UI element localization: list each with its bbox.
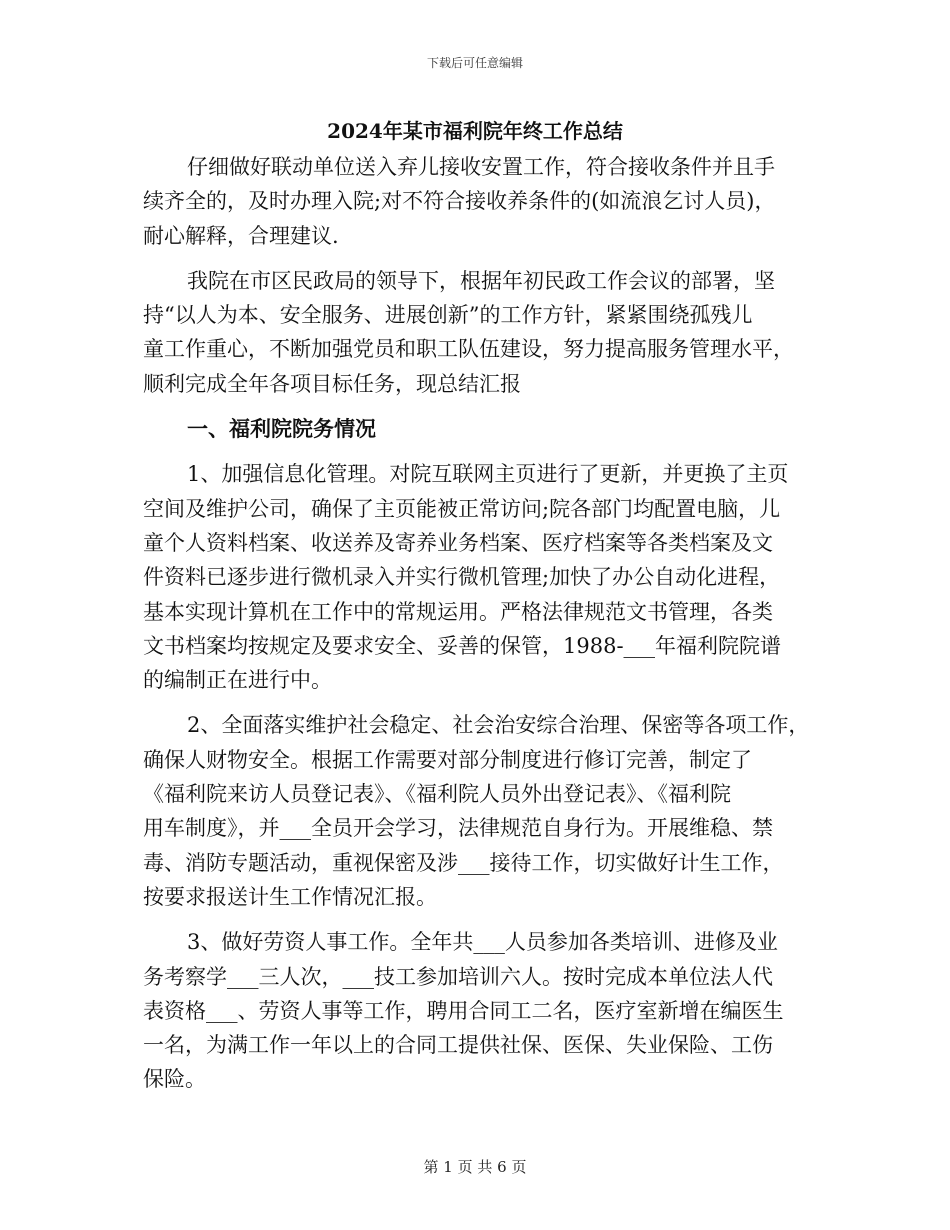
text-line: 保险。 bbox=[143, 1067, 206, 1092]
text-line: 务考察学___三人次，___技工参加培训六人。按时完成本单位法人代 bbox=[143, 964, 773, 989]
text-line: 毒、消防专题活动，重视保密及涉___接待工作，切实做好计生工作， bbox=[143, 850, 784, 875]
paragraph bbox=[143, 708, 823, 914]
text-line: 确保人财物安全。根据工作需要对部分制度进行修订完善，制定了 bbox=[143, 747, 752, 772]
page-number: 第 1 页 共 6 页 bbox=[423, 1158, 527, 1176]
download-note: 下载后可任意编辑 bbox=[426, 56, 523, 70]
text-line: 件资料已逐步进行微机录入并实行微机管理;加快了办公自动化进程， bbox=[143, 565, 781, 590]
section-heading: 一、福利院院务情况 bbox=[187, 416, 376, 442]
text-line: 一名，为满工作一年以上的合同工提供社保、医保、失业保险、工伤 bbox=[143, 1033, 773, 1058]
text-line: 《福利院来访人员登记表》、《福利院人员外出登记表》、《福利院 bbox=[143, 782, 731, 807]
text-line: 童个人资料档案、收送养及寄养业务档案、医疗档案等各类档案及文 bbox=[143, 530, 773, 555]
text-line: 用车制度》，并___全员开会学习，法律规范自身行为。开展维稳、禁 bbox=[143, 816, 773, 841]
text-line: 持“以人为本、安全服务、进展创新”的工作方针，紧紧围绕孤残儿 bbox=[143, 303, 753, 328]
text-line: 按要求报送计生工作情况汇报。 bbox=[143, 884, 437, 909]
paragraph bbox=[143, 457, 823, 697]
paragraph bbox=[143, 150, 823, 253]
document-body bbox=[143, 150, 823, 1097]
text-line: 文书档案均按规定及要求安全、妥善的保管，1988-___年福利院院谱 bbox=[143, 633, 782, 658]
text-line: 童工作重心，不断加强党员和职工队伍建设，努力提高服务管理水平， bbox=[143, 337, 794, 362]
text-line: 基本实现计算机在工作中的常规运用。严格法律规范文书管理，各类 bbox=[143, 599, 773, 624]
text-line: 2、全面落实维护社会稳定、社会治安综合治理、保密等各项工作， bbox=[187, 713, 810, 738]
document-title: 2024年某市福利院年终工作总结 bbox=[327, 119, 623, 143]
text-line: 耐心解释，合理建议. bbox=[143, 223, 339, 248]
text-line: 表资格___、劳资人事等工作，聘用合同工二名，医疗室新增在编医生 bbox=[143, 998, 784, 1023]
text-line: 顺利完成全年各项目标任务，现总结汇报 bbox=[143, 371, 521, 396]
text-line: 空间及维护公司，确保了主页能被正常访问;院各部门均配置电脑，儿 bbox=[143, 496, 781, 521]
paragraph bbox=[143, 264, 823, 401]
text-line: 的编制正在进行中。 bbox=[143, 668, 332, 693]
text-line: 我院在市区民政局的领导下，根据年初民政工作会议的部署，坚 bbox=[187, 268, 775, 293]
text-line: 3、做好劳资人事工作。全年共___人员参加各类培训、进修及业 bbox=[187, 930, 778, 955]
text-line: 续齐全的，及时办理入院;对不符合接收养条件的(如流浪乞讨人员)， bbox=[143, 189, 776, 214]
text-line: 1、加强信息化管理。对院互联网主页进行了更新，并更换了主页 bbox=[187, 462, 789, 487]
paragraph bbox=[143, 925, 823, 1096]
text-line: 仔细做好联动单位送入弃儿接收安置工作，符合接收条件并且手 bbox=[187, 155, 775, 179]
